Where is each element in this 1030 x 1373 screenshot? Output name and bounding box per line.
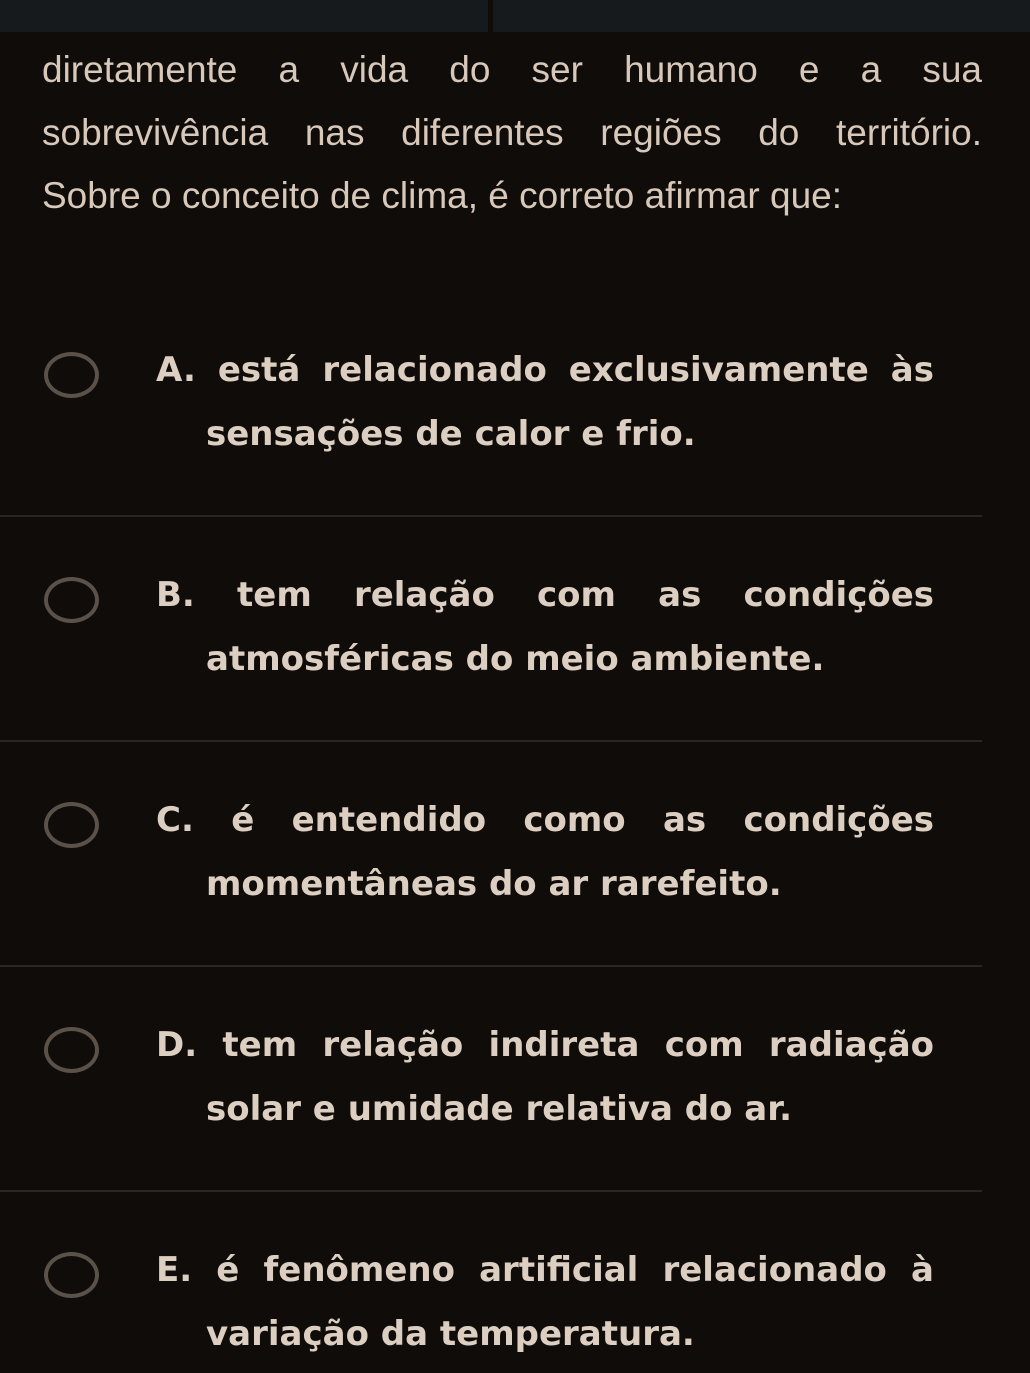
option-c[interactable]: [0, 788, 1030, 1013]
option-b-line2: atmosféricas do meio ambiente.: [206, 639, 825, 679]
option-e-line2: variação da temperatura.: [206, 1314, 695, 1354]
option-letter: E.: [156, 1250, 193, 1290]
option-c-first-line: é entendido como as condições: [231, 800, 934, 840]
option-c-text: [156, 788, 934, 916]
option-d-line1: [156, 1013, 934, 1077]
option-letter: C.: [156, 800, 194, 840]
radio-e[interactable]: [44, 1252, 99, 1298]
option-divider: [0, 965, 982, 967]
option-letter: B.: [156, 575, 195, 615]
option-b-line1: [156, 563, 934, 627]
option-b-text: [156, 563, 934, 691]
top-bar: [0, 0, 1030, 32]
question-line: sobrevivência nas diferentes regiões do território.: [42, 112, 982, 153]
radio-c[interactable]: [44, 802, 99, 848]
option-e-first-line: é fenômeno artificial relacionado à: [216, 1250, 934, 1290]
option-letter: A.: [156, 350, 196, 390]
option-e[interactable]: [0, 1238, 1030, 1373]
option-a-line2: sensações de calor e frio.: [206, 414, 696, 454]
top-bar-divider: [488, 0, 493, 32]
option-letter: D.: [156, 1025, 198, 1065]
option-a-first-line: está relacionado exclusivamente às: [217, 350, 934, 390]
option-b[interactable]: [0, 563, 1030, 788]
option-d-line2: solar e umidade relativa do ar.: [206, 1089, 793, 1129]
option-divider: [0, 740, 982, 742]
question-line: diretamente a vida do ser humano e a sua: [42, 49, 982, 90]
option-divider: [0, 515, 982, 517]
option-e-line1: [156, 1238, 934, 1302]
option-a[interactable]: [0, 338, 1030, 563]
option-c-line2: momentâneas do ar rarefeito.: [206, 864, 782, 904]
question-text: [42, 38, 982, 227]
option-d[interactable]: [0, 1013, 1030, 1238]
option-divider: [0, 1190, 982, 1192]
radio-a[interactable]: [44, 352, 99, 398]
radio-b[interactable]: [44, 577, 99, 623]
option-a-text: [156, 338, 934, 466]
option-b-first-line: tem relação com as condições: [237, 575, 935, 615]
option-c-line1: [156, 788, 934, 852]
radio-d[interactable]: [44, 1027, 99, 1073]
question-line: Sobre o conceito de clima, é correto afirmar que:: [42, 175, 842, 216]
option-e-text: [156, 1238, 934, 1366]
option-d-text: [156, 1013, 934, 1141]
option-a-line1: [156, 338, 934, 402]
option-d-first-line: tem relação indireta com radiação: [222, 1025, 934, 1065]
